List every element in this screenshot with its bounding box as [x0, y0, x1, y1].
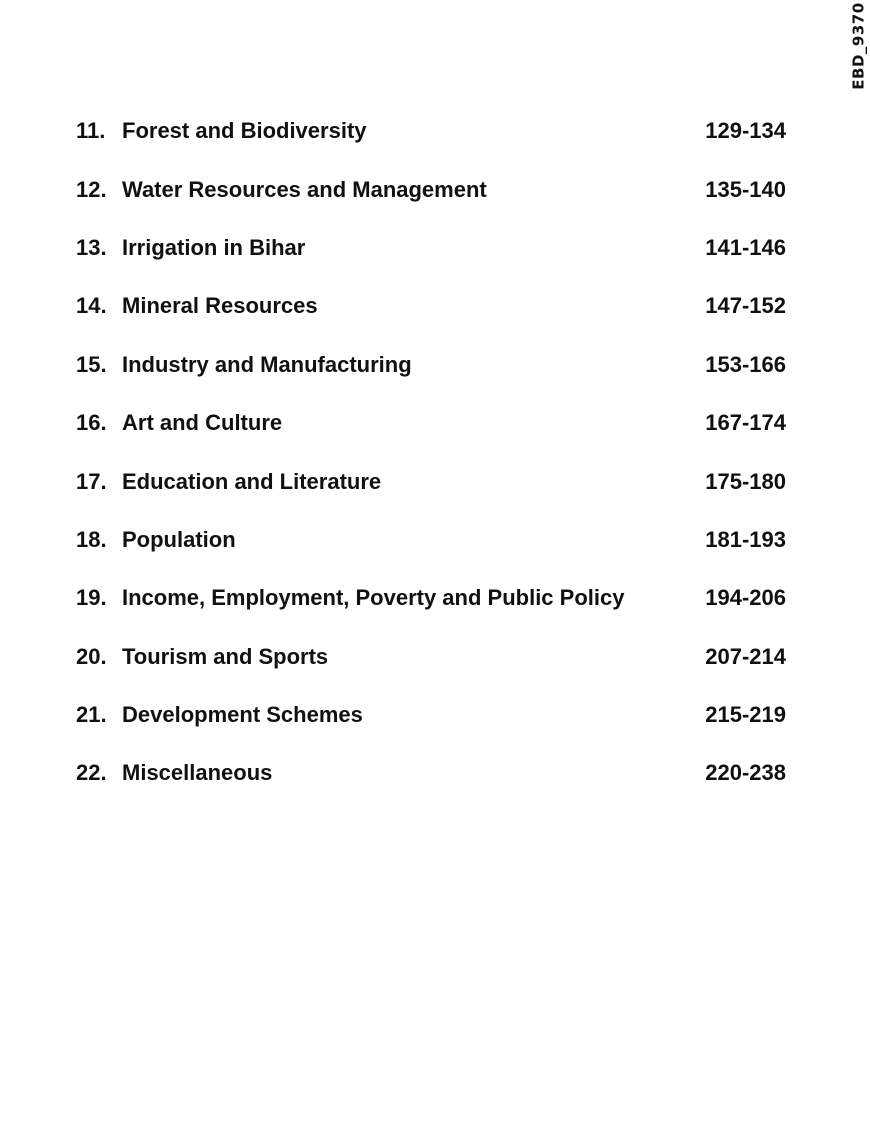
chapter-number: 15. — [76, 351, 107, 377]
page-range: 220-238 — [705, 760, 786, 786]
chapter-title: Irrigation in Bihar — [122, 234, 306, 260]
page-range: 141-146 — [705, 234, 786, 260]
toc-entry — [76, 102, 786, 160]
chapter-title: Education and Literature — [122, 468, 382, 494]
toc-entry — [76, 219, 786, 277]
chapter-title: Income, Employment, Poverty and Public Policy — [122, 585, 625, 611]
toc-entry — [76, 160, 786, 218]
page-range: 129-134 — [705, 118, 786, 144]
toc-entry — [76, 452, 786, 510]
chapter-number: 14. — [76, 293, 107, 319]
page-range: 135-140 — [705, 176, 786, 202]
page-range: 167-174 — [705, 410, 786, 436]
toc-entry — [76, 336, 786, 394]
page-range: 194-206 — [705, 585, 786, 611]
chapter-title: Development Schemes — [122, 702, 363, 728]
chapter-title: Art and Culture — [122, 410, 283, 436]
chapter-number: 13. — [76, 234, 107, 260]
chapter-number: 19. — [76, 585, 107, 611]
chapter-number: 21. — [76, 702, 107, 728]
page-range: 175-180 — [705, 468, 786, 494]
chapter-title: Population — [122, 526, 236, 552]
chapter-number: 12. — [76, 176, 107, 202]
page-range: 153-166 — [705, 351, 786, 377]
chapter-title: Industry and Manufacturing — [122, 351, 412, 377]
chapter-title: Mineral Resources — [122, 293, 318, 319]
chapter-title: Forest and Biodiversity — [122, 118, 367, 144]
page-range: 147-152 — [705, 293, 786, 319]
page-range: 207-214 — [705, 643, 786, 669]
document-code — [849, 0, 869, 92]
toc-entry — [76, 744, 786, 802]
toc-entry — [76, 628, 786, 686]
chapter-number: 20. — [76, 643, 107, 669]
toc-entry — [76, 277, 786, 335]
toc-entry — [76, 569, 786, 627]
chapter-title: Tourism and Sports — [122, 643, 329, 669]
toc-entry — [76, 686, 786, 744]
chapter-title: Miscellaneous — [122, 760, 273, 786]
chapter-title: Water Resources and Management — [122, 176, 487, 202]
chapter-number: 17. — [76, 468, 107, 494]
page-range: 215-219 — [705, 702, 786, 728]
toc-entry — [76, 394, 786, 452]
chapter-number: 11. — [76, 118, 106, 144]
document-code-label: EBD_9370 — [850, 2, 869, 90]
page-range: 181-193 — [705, 526, 786, 552]
chapter-number: 22. — [76, 760, 107, 786]
table-of-contents — [76, 102, 786, 803]
chapter-number: 18. — [76, 526, 107, 552]
toc-entry — [76, 511, 786, 569]
chapter-number: 16. — [76, 410, 107, 436]
